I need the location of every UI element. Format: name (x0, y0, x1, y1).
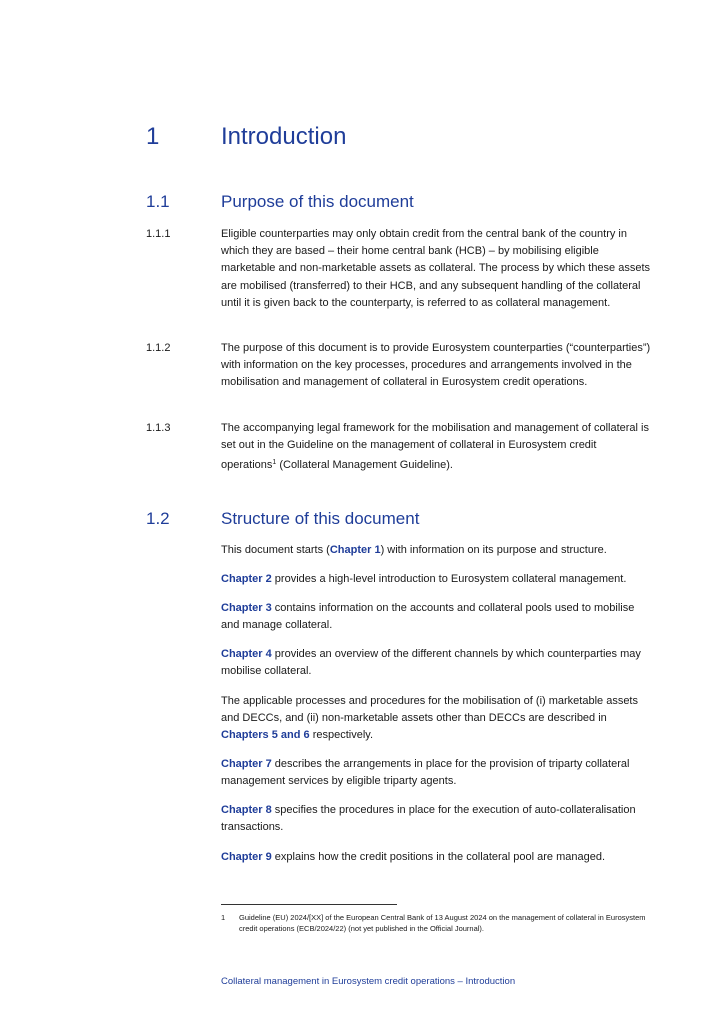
structure-paragraph (221, 600, 653, 634)
paragraph-1-1-1: Eligible counterparties may only obtain credit from the central bank of the country in which they are based – their home central bank (HCB) – by mobilising eligible marketable and non-marketable assets as collateral. The process by which these assets are mobilised (transferred) to their HCB, and any subsequent handling of the collateral until it is given back to the counterparty, is referred to as collateral management. (221, 228, 651, 309)
section-1-1-title: Purpose of this document (221, 192, 414, 211)
paragraph-text: The applicable processes and procedures for the mobilisation of (i) marketable assets and DECCs, and (ii) non-marketable assets other than DECCs are described in (221, 695, 638, 725)
chapter-2-link[interactable]: Chapter 2 (221, 573, 272, 585)
paragraph-text: ) with information on its purpose and structure. (380, 544, 607, 556)
paragraph-text: respectively. (309, 729, 374, 742)
page-footer: Collateral management in Eurosystem credit operations – Introduction (221, 976, 516, 987)
paragraph-number: 1.1.1 (146, 228, 171, 240)
structure-paragraph (221, 756, 653, 790)
chapter-7-link[interactable]: Chapter 7 (221, 758, 272, 770)
chapter-4-link[interactable]: Chapter 4 (221, 648, 272, 660)
paragraph-text: This document starts ( (221, 544, 330, 556)
paragraph-1-1-2: The purpose of this document is to provide Eurosystem counterparties (“counterparties”) with information on the key processes, procedures and arrangements involved in the mobilisation and management of collateral in Eurosystem credit operations. (221, 342, 651, 389)
chapter-number: 1 (146, 123, 160, 150)
paragraph-1-1-3 (221, 420, 653, 475)
paragraph-number: 1.1.2 (146, 342, 171, 354)
structure-paragraph (221, 802, 653, 836)
paragraph-text: contains information on the accounts and collateral pools used to mobilise and manage collateral. (221, 602, 635, 632)
chapters-5-6-link[interactable]: Chapters 5 and 6 (221, 729, 310, 742)
structure-paragraph (221, 646, 653, 680)
chapter-1-link[interactable]: Chapter 1 (329, 544, 381, 556)
footnote-number: 1 (221, 913, 226, 922)
chapter-8-link[interactable]: Chapter 8 (221, 804, 272, 816)
paragraph-text: provides an overview of the different channels by which counterparties may mobilise collateral. (221, 648, 641, 678)
footnote-reference[interactable]: 1 (272, 459, 277, 467)
paragraph-text: describes the arrangements in place for the provision of triparty collateral management services by eligible triparty agents. (221, 758, 630, 788)
footnote-divider (221, 904, 397, 905)
paragraph-text: The accompanying legal framework for the mobilisation and management of collateral is set out in the Guideline on the management of collateral in Eurosystem credit operations (221, 422, 649, 472)
paragraph-number: 1.1.3 (146, 422, 171, 434)
structure-paragraph (221, 693, 653, 745)
footnote-text: Guideline (EU) 2024/[XX] of the European Central Bank of 13 August 2024 on the management of collateral in Eurosystem credit operations (ECB/2024/22) (not yet published in the Official Journal). (239, 913, 646, 933)
paragraph-text: (Collateral Management Guideline). (276, 459, 453, 472)
structure-paragraph (221, 571, 653, 588)
chapter-9-link[interactable]: Chapter 9 (221, 851, 272, 863)
paragraph-text: specifies the procedures in place for the execution of auto-collateralisation transactions. (221, 804, 636, 834)
section-1-2-number: 1.2 (146, 509, 170, 528)
section-1-1-number: 1.1 (146, 192, 170, 211)
structure-paragraph (221, 849, 653, 866)
paragraph-text: explains how the credit positions in the collateral pool are managed. (271, 851, 606, 863)
chapter-title: Introduction (221, 123, 347, 150)
section-1-2-title: Structure of this document (221, 509, 420, 528)
chapter-3-link[interactable]: Chapter 3 (221, 602, 272, 614)
structure-paragraph (221, 542, 653, 559)
paragraph-text: provides a high-level introduction to Eurosystem collateral management. (271, 573, 627, 585)
